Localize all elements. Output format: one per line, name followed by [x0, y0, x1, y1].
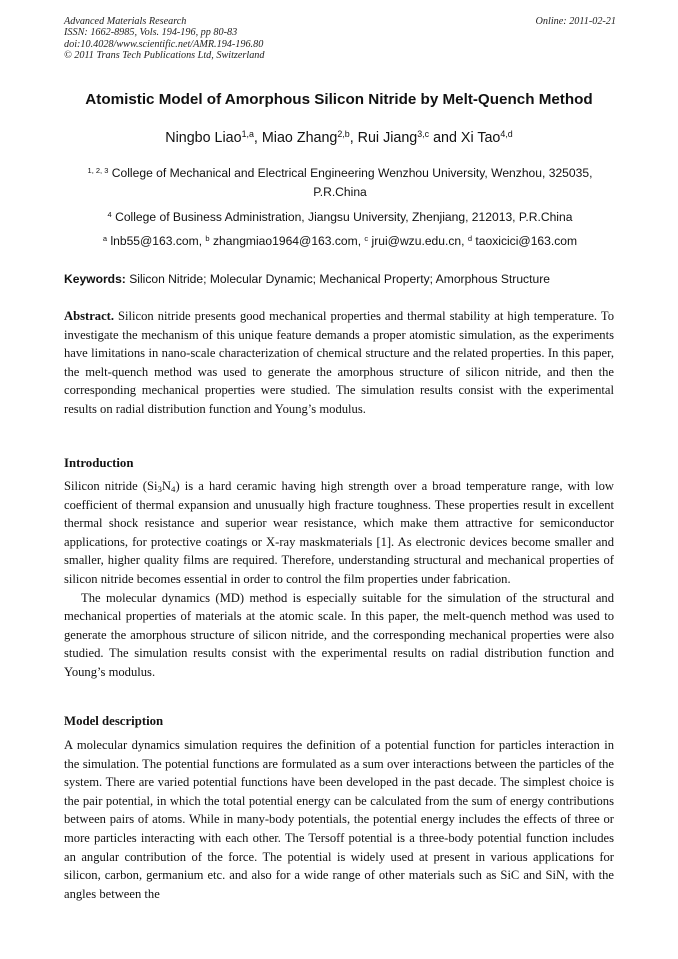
introduction-paragraph-1	[64, 477, 614, 589]
email-mark: c	[364, 233, 369, 243]
affiliation-2	[64, 208, 616, 227]
text-run: ) is a hard ceramic having high strength over a broad temperature range, with low coefficient of thermal expansion and unusually high fracture toughness. These properties result in excellent thermal shock resistance and superior wear resistance, which make them attractive for semiconductor applications, for protective coatings or X-ray maskmaterials [1]. As electronic devices become smaller and smaller, higher quality films are required. Therefore, understanding structural and mechanical properties of silicon nitride becomes essential in order to control the film properties under fabrication.	[64, 479, 614, 586]
introduction-body	[64, 477, 614, 682]
keywords-label: Keywords:	[64, 272, 126, 286]
author-affiliation-mark: 2,b	[337, 129, 350, 140]
affiliation-mark: 1, 2, 3	[87, 165, 109, 175]
affiliation-text: P.R.China	[313, 185, 367, 199]
author-list	[0, 130, 678, 146]
author-separator: ,	[349, 130, 358, 146]
keywords-text: Silicon Nitride; Molecular Dynamic; Mechanical Property; Amorphous Structure	[125, 272, 550, 286]
paper-title: Atomistic Model of Amorphous Silicon Nitride by Melt-Quench Method	[85, 91, 593, 108]
affiliation-mark: 4	[107, 209, 112, 219]
subscript: 3	[157, 484, 162, 495]
model-description-body	[64, 736, 614, 903]
affiliation-text: College of Mechanical and Electrical Engineering Wenzhou University, Wenzhou, 325035,	[111, 166, 593, 180]
journal-name: Advanced Materials Research	[64, 16, 187, 27]
email-link[interactable]: lnb55@163.com,	[110, 234, 206, 248]
email-mark: a	[102, 233, 108, 243]
author-name: Ningbo Liao	[165, 130, 242, 146]
text-run: N	[161, 479, 172, 493]
abstract	[64, 307, 614, 419]
online-date: Online: 2011-02-21	[535, 16, 616, 27]
copyright-line: © 2011 Trans Tech Publications Ltd, Switzerland	[64, 49, 265, 61]
subscript: 4	[171, 484, 176, 495]
doi-line: doi:10.4028/www.scientific.net/AMR.194-196.80	[64, 38, 264, 50]
email-mark: d	[467, 233, 473, 243]
text-run: Silicon nitride (Si	[64, 479, 158, 493]
introduction-heading: Introduction	[64, 456, 134, 470]
keywords	[64, 272, 624, 286]
author-affiliation-mark: 1,a	[241, 129, 254, 140]
email-link[interactable]: zhangmiao1964@163.com,	[212, 234, 365, 248]
abstract-label: Abstract.	[64, 309, 115, 323]
affiliation-text: College of Business Administration, Jiangsu University, Zhenjiang, 212013, P.R.China	[115, 210, 573, 224]
author-name: Miao Zhang	[261, 130, 338, 146]
affiliation-1	[64, 164, 616, 202]
author-separator: and	[429, 130, 461, 146]
author-affiliation-mark: 4,d	[500, 129, 513, 140]
email-list	[64, 232, 616, 251]
journal-header	[64, 16, 616, 61]
author-name: Rui Jiang	[357, 130, 418, 146]
email-link[interactable]: jrui@wzu.edu.cn,	[371, 234, 468, 248]
abstract-text: Silicon nitride presents good mechanical properties and thermal stability at high temperature. To investigate the mechanism of this unique feature demands a proper atomistic simulation, as the experiments have limitations in nano-scale characterization of chemical structure and the related properties. In this paper, the melt-quench method was used to generate the amorphous structure of silicon nitride, and then the corresponding mechanical properties were studied. The simulation results consist with the experimental results on radial distribution function and Young’s modulus.	[64, 309, 614, 416]
issn-line: ISSN: 1662-8985, Vols. 194-196, pp 80-83	[64, 27, 238, 39]
author-name: Xi Tao	[460, 130, 501, 146]
model-description-heading: Model description	[64, 714, 164, 728]
introduction-paragraph-2: The molecular dynamics (MD) method is especially suitable for the simulation of the structural and mechanical properties of materials at the atomic scale. In this paper, the melt-quench method was used to generate the amorphous structure of silicon nitride, and the corresponding mechanical properties were also studied. The simulation results consist with the experimental results on radial distribution function and Young’s modulus.	[64, 590, 614, 679]
email-mark: b	[205, 233, 210, 243]
author-affiliation-mark: 3,c	[417, 129, 430, 140]
model-paragraph-1: A molecular dynamics simulation requires the definition of a potential function for particles interaction in the simulation. The potential functions are formulated as a sum over interactions between the particles of the system. There are varied potential functions have been developed in the past decade. The simplest choice is the pair potential, in which the total potential energy can be calculated from the sum of energy contributions between pairs of atoms. While in many-body potentials, the potential energy includes the effects of three or more particles interacting with each other. The Tersoff potential is a three-body potential function includes an angular contribution of the force. The potential is widely used at present in various applications for silicon, carbon, germanium etc. and also for a wide range of other materials such as SiC and SiN, with the angles between the	[64, 738, 614, 901]
author-separator: ,	[253, 130, 262, 146]
email-link[interactable]: taoxicici@163.com	[475, 234, 578, 248]
